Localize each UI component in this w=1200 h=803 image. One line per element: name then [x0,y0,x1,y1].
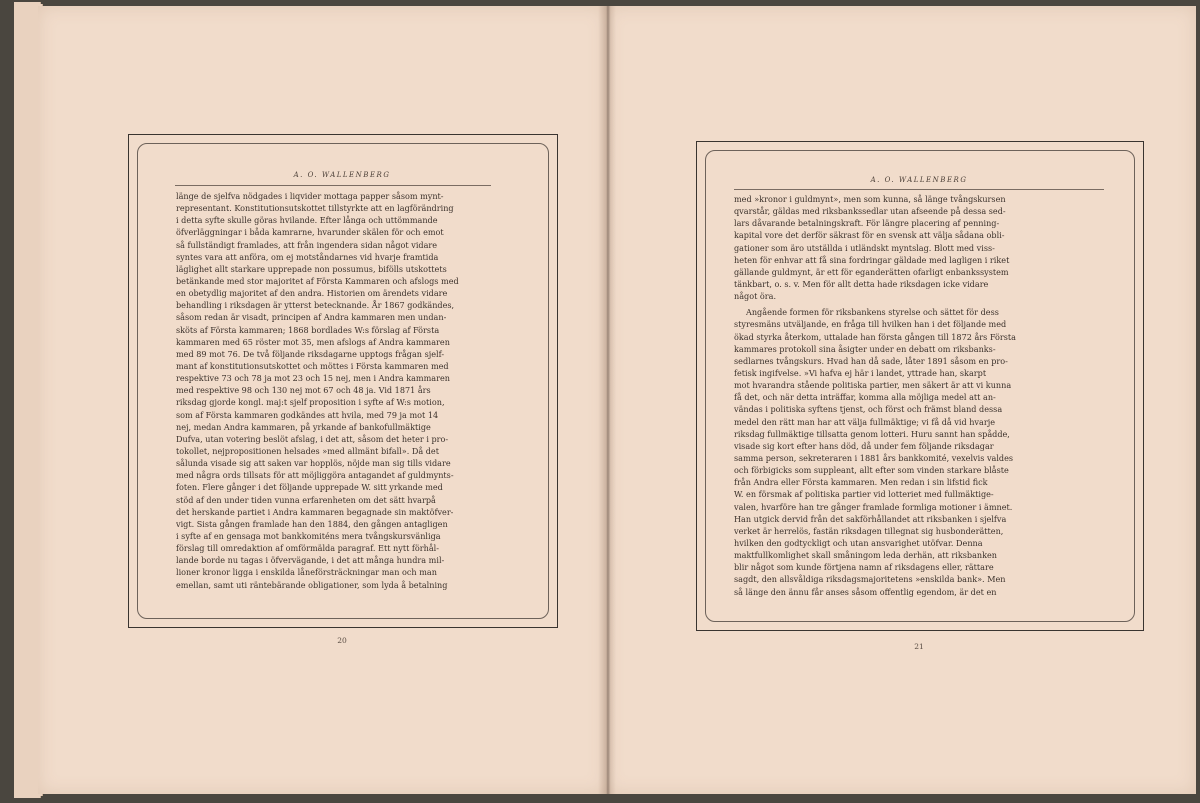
text-line: blir något som kunde förtjena namn af riksdagens eller, rättare [734,562,994,573]
text-line: representant. Konstitutionsutskottet tillstyrkte att en lagförändring [176,203,454,214]
text-line: samma person, sekreteraren i 1881 års bankkomité, vexelvis valdes [734,452,1014,463]
text-line: medel den rätt man har att välja fullmäktige; vi få då vid hvarje [734,416,995,427]
text-line: tokollet, nejpropositionen helsades »med allmänt bifall». Då det [176,445,439,456]
text-line: mot hvarandra stående politiska partier, men säkert är att vi kunna [734,380,1012,391]
text-line: sköts af Första kammaren; 1868 bordlades W:s förslag af Första [176,324,440,335]
text-line: så fullständigt framlades, att från ingendera sidan något vidare [176,239,438,250]
text-line: betänkande med stor majoritet af Första Kammaren och afslogs med [176,275,459,286]
text-line: hvilken den godtyckligt och utan ansvarighet utöfvar. Denna [734,537,983,548]
text-line: från Andra eller Första kammaren. Men redan i sin lifstid fick [734,477,988,488]
text-line: sedlarnes tvångskurs. Hvad han då sade, låter 1891 såsom en pro- [734,355,1008,366]
text-line: visade sig kort efter hans död, då under fem följande riksdagar [734,440,994,451]
left-head-rule [175,185,491,186]
right-running-head: A. O. WALLENBERG [870,176,968,184]
text-line: lioner kronor ligga i enskilda låneförsträckningar man och man [176,567,437,578]
text-line: fetisk ingifvelse. »Vi hafva ej här i landet, yttrade han, skarpt [734,367,987,378]
text-line: sålunda visade sig att saken var hopplös, nöjde man sig tills vidare [176,458,451,469]
text-line: och förbigicks som suppleant, allt efter som vinden starkare blåste [734,465,1009,476]
right-page-content [606,0,1200,803]
text-line: foten. Flere gånger i det följande upprepade W. sitt yrkande med [176,482,443,493]
text-line: W. en försmak af politiska partier vid lotteriet med fullmäktige- [734,489,994,500]
text-line: i syfte af en gensaga mot bankkomiténs mera tvångskursvänliga [176,530,441,541]
text-line: tänkbart, o. s. v. Men för allt detta hade riksdagen icke vidare [734,278,989,289]
text-line: något öra. [734,291,777,302]
text-line: lande borde nu tagas i öfvervägande, i det att många hundra mil- [176,555,445,566]
text-line: som af Första kammaren godkändes att hvila, med 79 ja mot 14 [176,409,439,420]
text-line: maktfullkomlighet skall småningom leda derhän, att riksbanken [734,550,998,561]
text-line: lars dåvarande betalningskraft. För längre placering af penning- [734,218,1000,229]
text-line: så länge den ännu får anses såsom offentlig egendom, är det en [734,586,997,597]
text-line: Han utgick dervid från det sakförhållandet att riksbanken i sjelfva [734,513,1007,524]
text-line: kammaren med 65 röster mot 35, men afslogs af Andra kammaren [176,336,450,347]
left-running-head: A. O. WALLENBERG [293,171,391,179]
text-line: med 89 mot 76. De två följande riksdagarne upptogs frågan sjelf- [176,348,445,359]
text-line: med några ords tillsats för att möjliggöra antagandet af guldmynts- [176,470,454,481]
text-line: respektive 73 och 78 ja mot 23 och 15 nej, men i Andra kammaren [176,373,450,384]
text-line: kammares protokoll sina åsigter under en debatt om riksbanks- [734,343,996,354]
right-body-text [734,193,1104,598]
text-line: en obetydlig majoritet af den andra. Historien om ärendets vidare [176,288,448,299]
left-page-number: 20 [337,636,347,645]
text-line: Angående formen för riksbankens styrelse och sättet för dess [746,307,999,318]
text-line: stöd af den under tiden vunna erfarenheten om det sätt hvarpå [176,494,436,505]
text-line: öfverläggningar i båda kamrarne, hvarunder skälen för och emot [176,227,444,238]
text-line: verket är herrelös, fastän riksdagen tillegnat sig husbonderätten, [734,525,1004,536]
text-line: behandling i riksdagen är ytterst betecknande. År 1867 godkändes, [176,300,455,311]
text-line: heten för enhvar att få sina fordringar gäldade med lagligen i riket [734,254,1010,265]
text-line: mant af konstitutionsutskottet och möttes i Första kammaren med [176,360,449,371]
text-line: förslag till omredaktion af omförmälda paragraf. Ett nytt förhål- [176,543,439,554]
text-line: med »kronor i guldmynt», men som kunna, så länge tvångskursen [734,194,1006,204]
right-page-number: 21 [914,642,924,651]
text-line: Dufva, utan votering beslöt afslag, i det att, såsom det heter i pro- [176,433,449,444]
text-line: qvarstår, gäldas med riksbankssedlar utan afseende på dessa sed- [734,206,1006,217]
text-line: riksdag fullmäktige tillsatta genom lotteri. Huru sannt han spådde, [734,428,1010,439]
text-line: i detta syfte skulle göras hvilande. Efter långa och uttömmande [176,215,438,226]
text-line: riksdag gjorde kongl. maj:t sjelf proposition i syfte af W:s motion, [176,397,445,408]
text-line: kapital vore det derför säkrast för en svensk att välja sådana obli- [734,230,1005,241]
text-line: gationer som äro utställda i utländskt myntslag. Blott med viss- [734,242,995,253]
text-line: syntes vara att anföra, om ej motståndarnes vid hvarje framtida [176,251,439,262]
left-body-text [176,190,490,591]
text-line: vigt. Sista gången framlade han den 1884, den gången antagligen [176,518,448,529]
text-line: få det, och när detta inträffar, komma alla möjliga medel att an- [734,392,996,403]
text-line: såsom redan är visadt, principen af Andra kammaren men undan- [176,312,447,323]
text-line: länge de sjelfva nödgades i liqvider mottaga papper såsom mynt- [176,191,444,201]
text-line: sagdt, den allsvåldiga riksdagsmajoritetens »enskilda bank». Men [734,574,1006,585]
text-line: läglighet allt starkare upprepade non possumus, bifölls utskottets [176,263,447,274]
text-line: nej, medan Andra kammaren, på yrkande af bankofullmäktige [176,421,431,432]
text-line: med respektive 98 och 130 nej mot 67 och 48 ja. Vid 1871 års [176,385,431,396]
text-line: gällande guldmynt, är ett för eganderätten ofarligt enbankssystem [734,266,1009,277]
text-line: valen, hvarföre han tre gånger framlade formliga motioner i ämnet. [734,501,1013,512]
text-line: styresmäns utväljande, en fråga till hvilken han i det följande med [734,319,1007,330]
right-head-rule [734,189,1104,190]
text-line: vändas i politiska syftens tjenst, och först och främst bland dessa [734,404,1003,415]
text-line: ökad styrka återkom, uttalade han första gången till 1872 års Första [734,331,1017,342]
text-line: emellan, samt uti räntebärande obligationer, som lyda å betalning [176,579,448,590]
text-line: det herskande partiet i Andra kammaren begagnade sin maktöfver- [176,506,454,517]
